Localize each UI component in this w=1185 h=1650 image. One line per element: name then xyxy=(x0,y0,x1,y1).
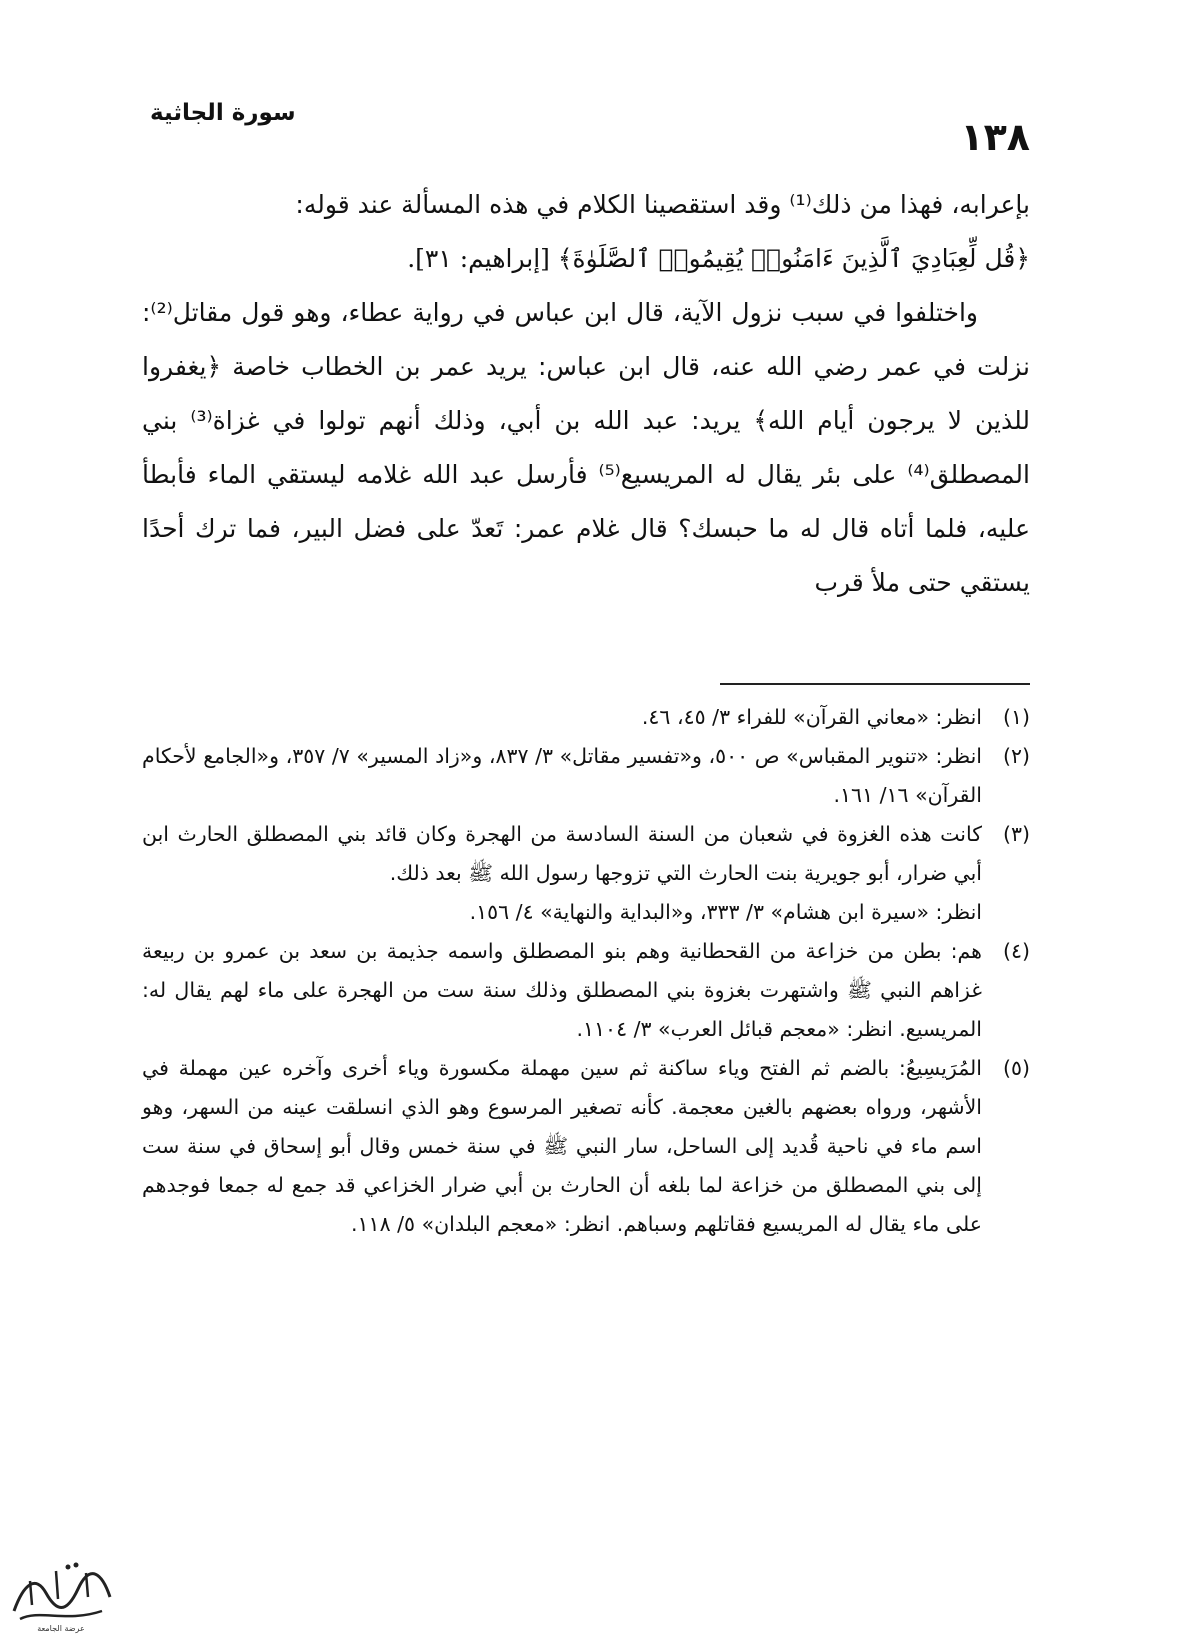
footnote-3 xyxy=(142,815,1030,893)
footnote-text: انظر: «تنوير المقباس» ص ٥٠٠، و«تفسير مقاتل» ٣/ ٨٣٧، و«زاد المسير» ٧/ ٣٥٧، و«الجامع لأحكام القرآن» ١٦/ ١٦١. xyxy=(142,744,982,807)
footnote-number: (٤) xyxy=(1002,939,1030,963)
quran-verse: ﴿قُل لِّعِبَادِيَ ٱلَّذِينَ ءَامَنُوا۟ يُقِيمُوا۟ ٱلصَّلَوٰةَ﴾ [إبراهيم: ٣١]. xyxy=(407,244,1030,273)
page-number: ١٣٨ xyxy=(960,115,1030,159)
footnote-5 xyxy=(142,1049,1030,1244)
paragraph-1: بإعرابه، فهذا من ذلك⁽¹⁾ وقد استقصينا الكلام في هذه المسألة عند قوله: xyxy=(295,190,1030,219)
footnote-text: هم: بطن من خزاعة من القحطانية وهم بنو المصطلق واسمه جذيمة بن سعد بن عمرو بن ربيعة غزاهم النبي ﷺ واشتهرت بغزوة بني المصطلق وذلك سنة ست من الهجرة على ماء لهم يقال له: المريسيع. انظر: «معجم قبائل العرب» ٣/ ١١٠٤. xyxy=(142,939,982,1041)
footnote-2 xyxy=(142,737,1030,815)
footnote-number: (١) xyxy=(1002,705,1030,729)
footnote-4 xyxy=(142,932,1030,1049)
footnote-number: (٣) xyxy=(1002,822,1030,846)
page-header xyxy=(150,100,1030,160)
footnote-text: انظر: «معاني القرآن» للفراء ٣/ ٤٥، ٤٦. xyxy=(641,705,982,729)
paragraph-2: واختلفوا في سبب نزول الآية، قال ابن عباس في رواية عطاء، وهو قول مقاتل⁽²⁾: نزلت في عمر رضي الله عنه، قال ابن عباس: يريد عمر بن الخطاب خاصة ﴿يغفروا للذين لا يرجون أيام الله﴾ يريد: عبد الله بن أبي، وذلك أنهم تولوا في غزاة⁽³⁾ بني المصطلق⁽⁴⁾ على بئر يقال له المريسيع⁽⁵⁾ فأرسل عبد الله غلامه ليستقي الماء فأبطأ عليه، فلما أتاه قال له ما حبسك؟ قال غلام عمر: تَعدّ على فضل البير، فما ترك أحدًا يستقي حتى ملأ قرب xyxy=(142,298,1030,597)
footnote-separator xyxy=(720,683,1030,685)
footnote-number: (٢) xyxy=(1002,744,1030,768)
calligraphy-logo-icon xyxy=(6,1553,116,1635)
footnote-text: المُرَيسِيعُ: بالضم ثم الفتح وياء ساكنة ثم سين مهملة مكسورة وياء أخرى وآخره عين مهملة في الأشهر، ورواه بعضهم بالغين معجمة. كأنه تصغير المرسوع وهو الذي انسلقت عينه من السهر، وهو اسم ماء في ناحية قُديد إلى الساحل، سار النبي ﷺ في سنة خمس وقال أبو إسحاق في سنة ست إلى بني المصطلق من خزاعة لما بلغه أن الحارث بن أبي ضرار الخزاعي قد جمع له جمعا فوجدهم على ماء يقال له المريسيع فقاتلهم وسباهم. انظر: «معجم البلدان» ٥/ ١١٨. xyxy=(142,1056,982,1236)
main-text xyxy=(142,178,1030,610)
running-title: سورة الجاثية xyxy=(150,100,296,126)
footnote-3-reference: انظر: «سيرة ابن هشام» ٣/ ٣٣٣، و«البداية والنهاية» ٤/ ١٥٦. xyxy=(469,900,982,924)
logo-subtext: عرضة الجامعة xyxy=(37,1624,85,1633)
footnotes xyxy=(142,698,1030,1244)
footnote-number: (٥) xyxy=(1002,1056,1030,1080)
footnote-1 xyxy=(142,698,1030,737)
footnote-text: كانت هذه الغزوة في شعبان من السنة السادسة من الهجرة وكان قائد بني المصطلق الحارث ابن أبي ضرار، أبو جويرية بنت الحارث التي تزوجها رسول الله ﷺ بعد ذلك. xyxy=(142,822,982,885)
